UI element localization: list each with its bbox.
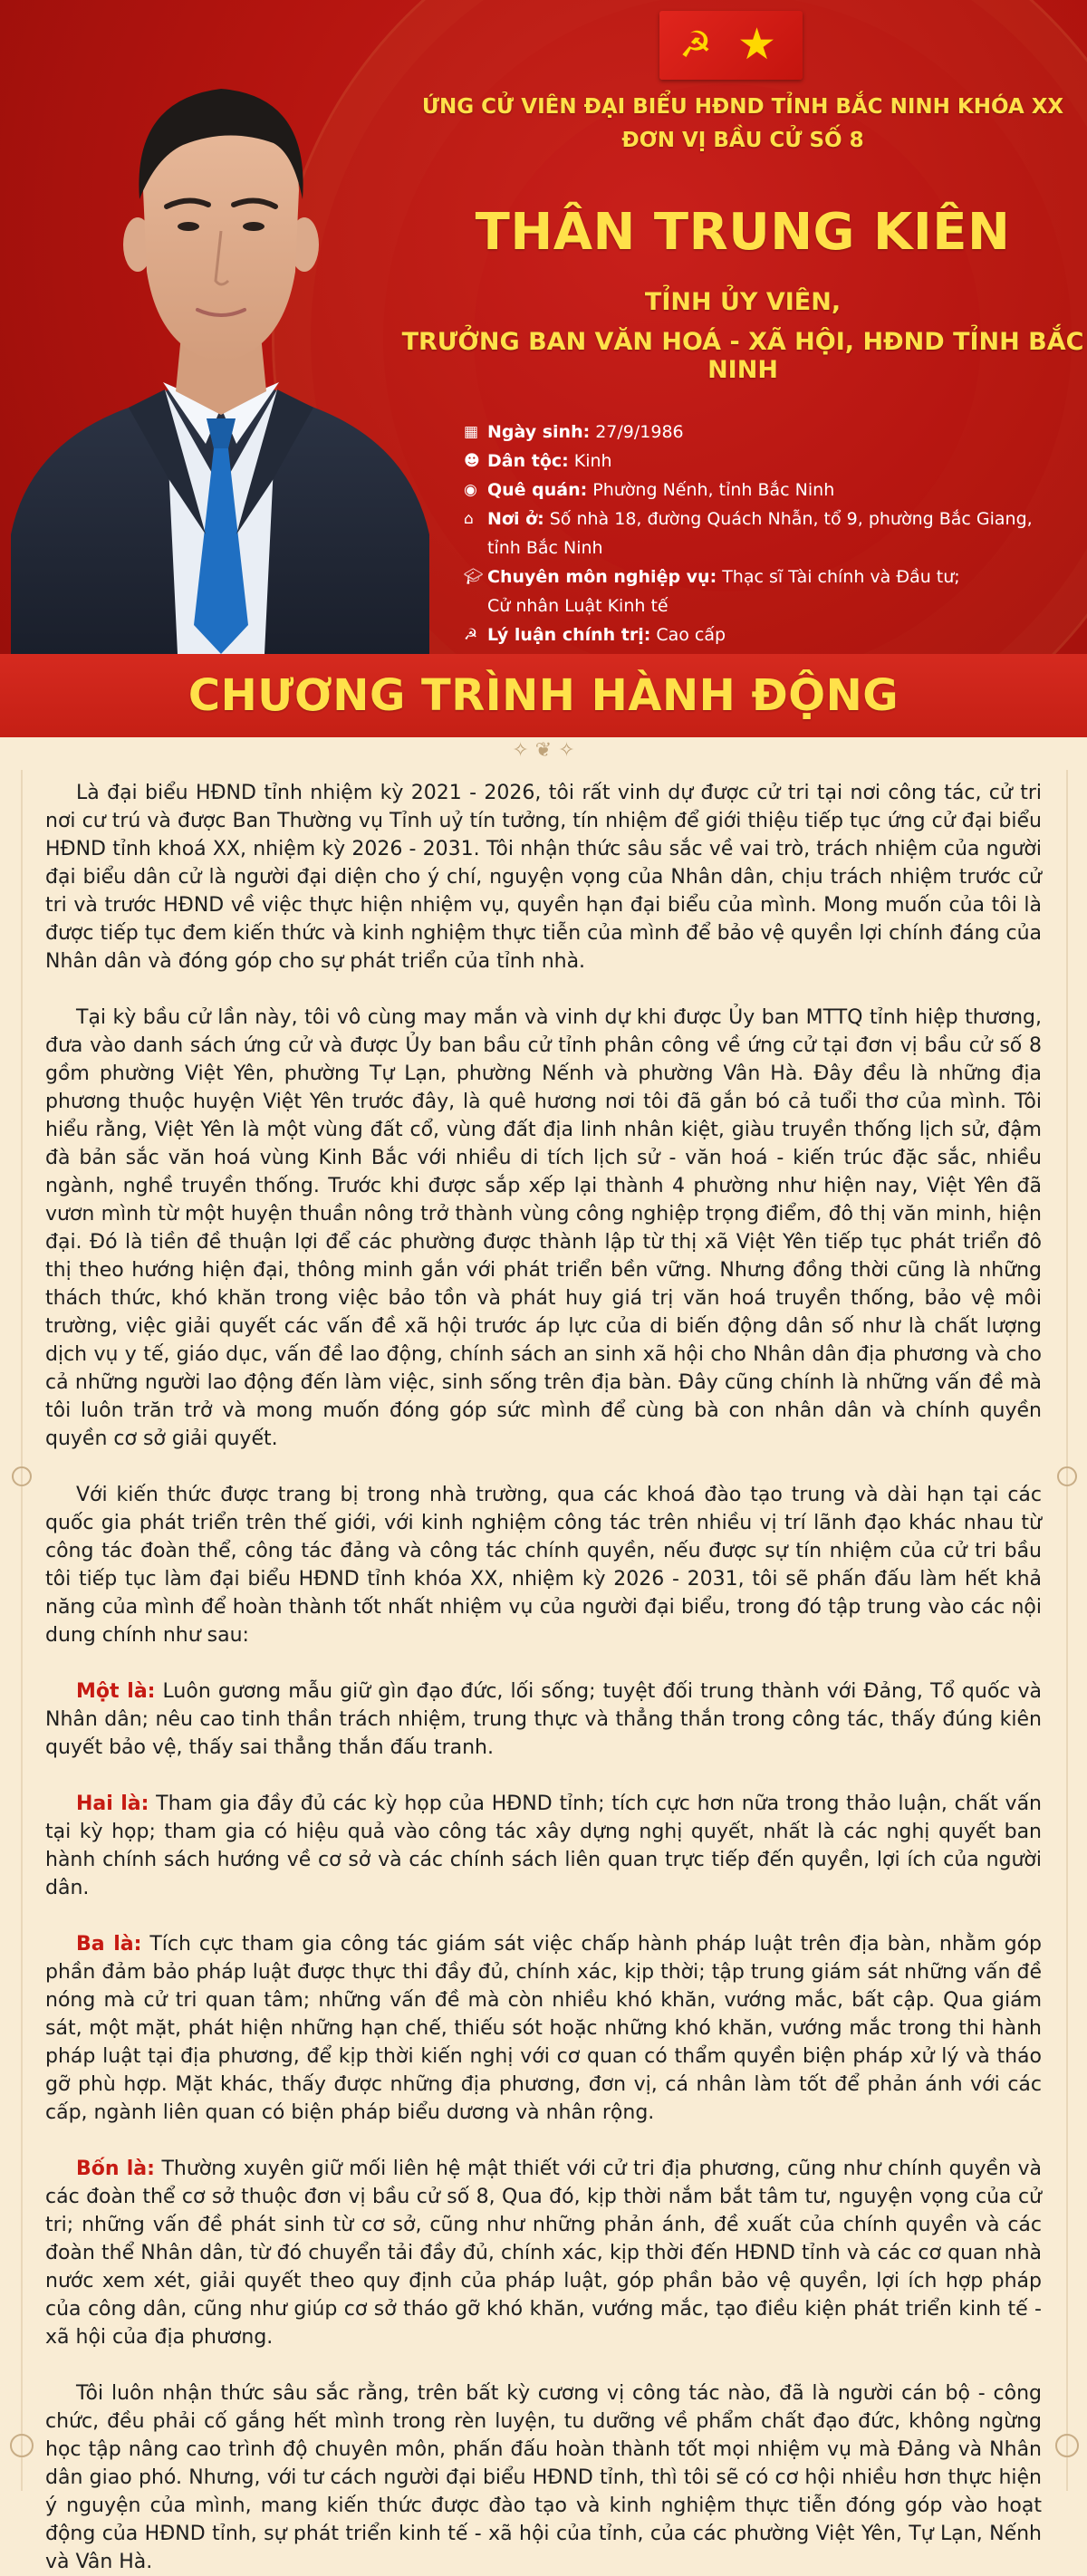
info-residence-cont: tỉnh Bắc Ninh [487, 538, 603, 558]
info-profession: 🎓︎ Chuyên môn nghiệp vụ: Thạc sĩ Tài chính và Đầu tư; [464, 563, 1062, 591]
candidate-name: THÂN TRUNG KIÊN [475, 203, 1011, 262]
paragraph-point-3: Ba là: Tích cực tham gia công tác giám sát việc chấp hành pháp luật trên địa bàn, nhằm góp phần đảm bảo pháp luật được thực thi đầy đủ, chính xác, kịp thời; tập trung giám sát những vấn đề nóng mà cử tri quan tâm; những vấn đề mà còn nhiều khó khăn, vướng mắc, bất cập. Qua giám sát, một mặt, phát hiện những hạn chế, thiếu sót hoặc những khó khăn, vướng mắc trong thi hành pháp luật tại địa phương, để kịp thời kiến nghị với cơ quan có thẩm quyền biện pháp xử lý và tháo gỡ phù hợp. Mặt khác, thấy được những địa phương, đơn vị, cá nhân làm tốt để phản ánh với các cấp, ngành liên quan có biện pháp biểu dương và nhân rộng. [45, 1933, 1042, 2124]
paragraph-point-2: Hai là: Tham gia đầy đủ các kỳ họp của HĐND tỉnh; tích cực hơn nữa trong thảo luận, chất vấn tại kỳ họp; tham gia có hiệu quả vào công tác xây dựng nghị quyết, nhất là các nghị quyết ban hành chính sách hướng về cơ sở và các chính sách liên quan trực tiếp đến quyền, lợi ích của người dân. [45, 1793, 1042, 1899]
info-residence: ⌂ Nơi ở: Số nhà 18, đường Quách Nhẫn, tổ 9, phường Bắc Giang, [464, 505, 1062, 533]
candidate-portrait [11, 63, 429, 654]
graduation-cap-icon: 🎓︎ [464, 568, 484, 586]
ornament-divider-icon: ✧ ❦ ✧ [512, 739, 575, 762]
point-2-lead: Hai là: [76, 1793, 149, 1815]
paragraph-constituency: Tại kỳ bầu cử lần này, tôi vô cùng may mắn và vinh dự khi được Ủy ban MTTQ tỉnh hiệp thương, đưa vào danh sách ứng cử và được Ủy ban bầu cử tỉnh phân công về ứng cử tại đơn vị bầu cử số 8 gồm phường Việt Yên, phường Tự Lạn, phường Nếnh và phường Vân Hà. Đây đều là những địa phương thuộc huyện Việt Yên trước đây, là quê hương nơi tôi đã gắn bó cả tuổi thơ của mình. Tôi hiểu rằng, Việt Yên là một vùng đất cổ, vùng đất địa linh nhân kiệt, giàu truyền thống lịch sử, đậm đà bản sắc văn hoá vùng Kinh Bắc với nhiều di tích lịch sử - văn hoá - kiến trúc đặc sắc, nhiều ngành, nghề truyền thống. Trước khi được sắp xếp lại thành 4 phường như hiện nay, Việt Yên đã vươn mình từ một huyện thuần nông trở thành vùng công nghiệp trọng điểm, đô thị văn minh, hiện đại. Đó là tiền đề thuận lợi để các phường được thành lập từ thị xã Việt Yên tiếp tục phát triển đô thị theo hướng hiện đại, thông minh gắn với phát triển bền vững. Nhưng đồng thời cũng là những thách thức, khó khăn trong việc bảo tồn và phát huy giá trị văn hoá truyền thống, bảo vệ môi trường, việc giải quyết các vấn đề xã hội trước áp lực của di biến động dân số như là chất lượng dịch vụ y tế, giáo dục, vấn đề lao động, chính sách an sinh xã hội cho Nhân dân địa phương và cho cả những người lao động đến làm việc, sinh sống trên địa bàn. Đây cũng chính là những vấn đề mà tôi luôn trăn trở và mong muốn đóng góp sức mình để cùng bà con nhân dân và chính quyền quyền cơ sở giải quyết. [45, 1006, 1042, 1450]
position-line-1: TỈNH ỦY VIÊN, [644, 288, 842, 316]
point-1-lead: Một là: [76, 1680, 156, 1703]
hammer-sickle-small-icon: ☭ [464, 626, 478, 644]
paragraph-point-1: Một là: Luôn gương mẫu giữ gìn đạo đức, lối sống; tuyệt đối trung thành với Đảng, Tổ quốc và Nhân dân; nêu cao tinh thần trách nhiệm, trung thực và thẳng thắn trong công tác, thấy đúng kiên quyết bảo vệ, thấy sai thẳng thắn đấu tranh. [45, 1680, 1042, 1759]
hammer-sickle-icon: ☭ [679, 24, 712, 66]
location-pin-icon: ◉ [464, 481, 477, 499]
info-profession-cont: Cử nhân Luật Kinh tế [487, 596, 669, 616]
home-icon: ⌂ [464, 510, 474, 528]
program-title-band [0, 654, 1087, 737]
position-line-2: TRƯỞNG BAN VĂN HOÁ - XÃ HỘI, HĐND TỈNH BẮC NINH [401, 328, 1084, 384]
group-icon: ☻ [464, 452, 480, 470]
calendar-icon: ▦ [464, 423, 479, 441]
info-hometown: ◉ Quê quán: Phường Nếnh, tỉnh Bắc Ninh [464, 476, 1062, 504]
header-line-1: ỨNG CỬ VIÊN ĐẠI BIỂU HĐND TỈNH BẮC NINH KHÓA XX [421, 95, 1064, 119]
paragraph-closing: Tôi luôn nhận thức sâu sắc rằng, trên bất kỳ cương vị công tác nào, đã là người cán bộ - công chức, đều phải cố gắng hết mình trong rèn luyện, tu dưỡng về phẩm chất đạo đức, không ngừng học tập nâng cao trình độ chuyên môn, phấn đấu hoàn thành tốt mọi nhiệm vụ mà Đảng và Nhân dân giao phó. Nhưng, với tư cách người đại biểu HĐND tỉnh, thì tôi sẽ có cơ hội nhiều hơn thực hiện ý nguyện của mình, mang kiến thức được đào tạo và kinh nghiệm thực tiễn đóng góp vào hoạt động của HĐND tỉnh, sự phát triển kinh tế - xã hội của tỉnh, của các phường Việt Yên, Tự Lạn, Nếnh và Vân Hà. [45, 2382, 1042, 2573]
paragraph-point-4: Bốn là: Thường xuyên giữ mối liên hệ mật thiết với cử tri địa phương, cũng như chính quyền và các đoàn thể cơ sở thuộc đơn vị bầu cử số 8, Qua đó, kịp thời nắm bắt tâm tư, nguyện vọng của cử tri; những vấn đề phát sinh từ cơ sở, cũng như những phản ánh, đề xuất của chính quyền và các đoàn thể Nhân dân, từ đó chuyển tải đầy đủ, chính xác, kịp thời đến HĐND tỉnh và các cơ quan nhà nước xem xét, giải quyết theo quy định của pháp luật, góp phần bảo vệ quyền, lợi ích hợp pháp của công dân, cũng như giúp cơ sở tháo gỡ khó khăn, vướng mắc, tạo điều kiện phát triển kinh tế - xã hội của địa phương. [45, 2158, 1042, 2349]
star-icon: ★ [737, 19, 777, 70]
info-dob: ▦ Ngày sinh: 27/9/1986 [464, 418, 1062, 446]
paragraph-intro: Là đại biểu HĐND tỉnh nhiệm kỳ 2021 - 2026, tôi rất vinh dự được cử tri tại nơi công tác, cử tri nơi cư trú và được Ban Thường vụ Tỉnh uỷ tín tưởng, tín nhiệm để giới thiệu tiếp tục ứng cử đại biểu HĐND tỉnh khoá XX, nhiệm kỳ 2026 - 2031. Tôi nhận thức sâu sắc về vai trò, trách nhiệm của người đại biểu dân cử là người đại diện cho ý chí, nguyện vọng của Nhân dân, chịu trách nhiệm trước cử tri và trước HĐND về việc thực hiện nhiệm vụ, quyền hạn đại biểu của mình. Mong muốn của tôi là được tiếp tục đem kiến thức và kinh nghiệm thực tiễn của mình để bảo vệ quyền lợi chính đáng của Nhân dân và đóng góp cho sự phát triển của tỉnh nhà. [45, 782, 1043, 973]
header [0, 0, 1087, 654]
left-ornament-icon [5, 770, 38, 2491]
candidate-info [464, 418, 1062, 650]
header-line-2: ĐƠN VỊ BẦU CỬ SỐ 8 [621, 129, 864, 152]
info-politics: ☭ Lý luận chính trị: Cao cấp [464, 621, 1062, 649]
party-flag-icon [659, 11, 803, 80]
info-ethnic: ☻ Dân tộc: Kinh [464, 447, 1062, 475]
point-4-lead: Bốn là: [76, 2158, 155, 2180]
point-3-lead: Ba là: [76, 1933, 142, 1956]
paragraph-commitment: Với kiến thức được trang bị trong nhà trường, qua các khoá đào tạo trung và dài hạn tại các quốc gia phát triển trên thế giới, với kinh nghiệm công tác trên nhiều vị trí lãnh đạo khác nhau từ công tác đoàn thể, công tác đảng và công tác chính quyền, nếu được sự tín nhiệm của cử tri bầu tôi tiếp tục làm đại biểu HĐND tỉnh khóa XX, nhiệm kỳ 2026 - 2031, tôi sẽ phấn đấu làm hết khả năng của mình để hoàn thành tốt nhất nhiệm vụ của người đại biểu, trong đó tập trung vào các nội dung chính như sau: [45, 1484, 1042, 1647]
right-ornament-icon [1051, 770, 1083, 2491]
program-content [45, 779, 1042, 2576]
program-title: CHƯƠNG TRÌNH HÀNH ĐỘNG [188, 670, 899, 721]
